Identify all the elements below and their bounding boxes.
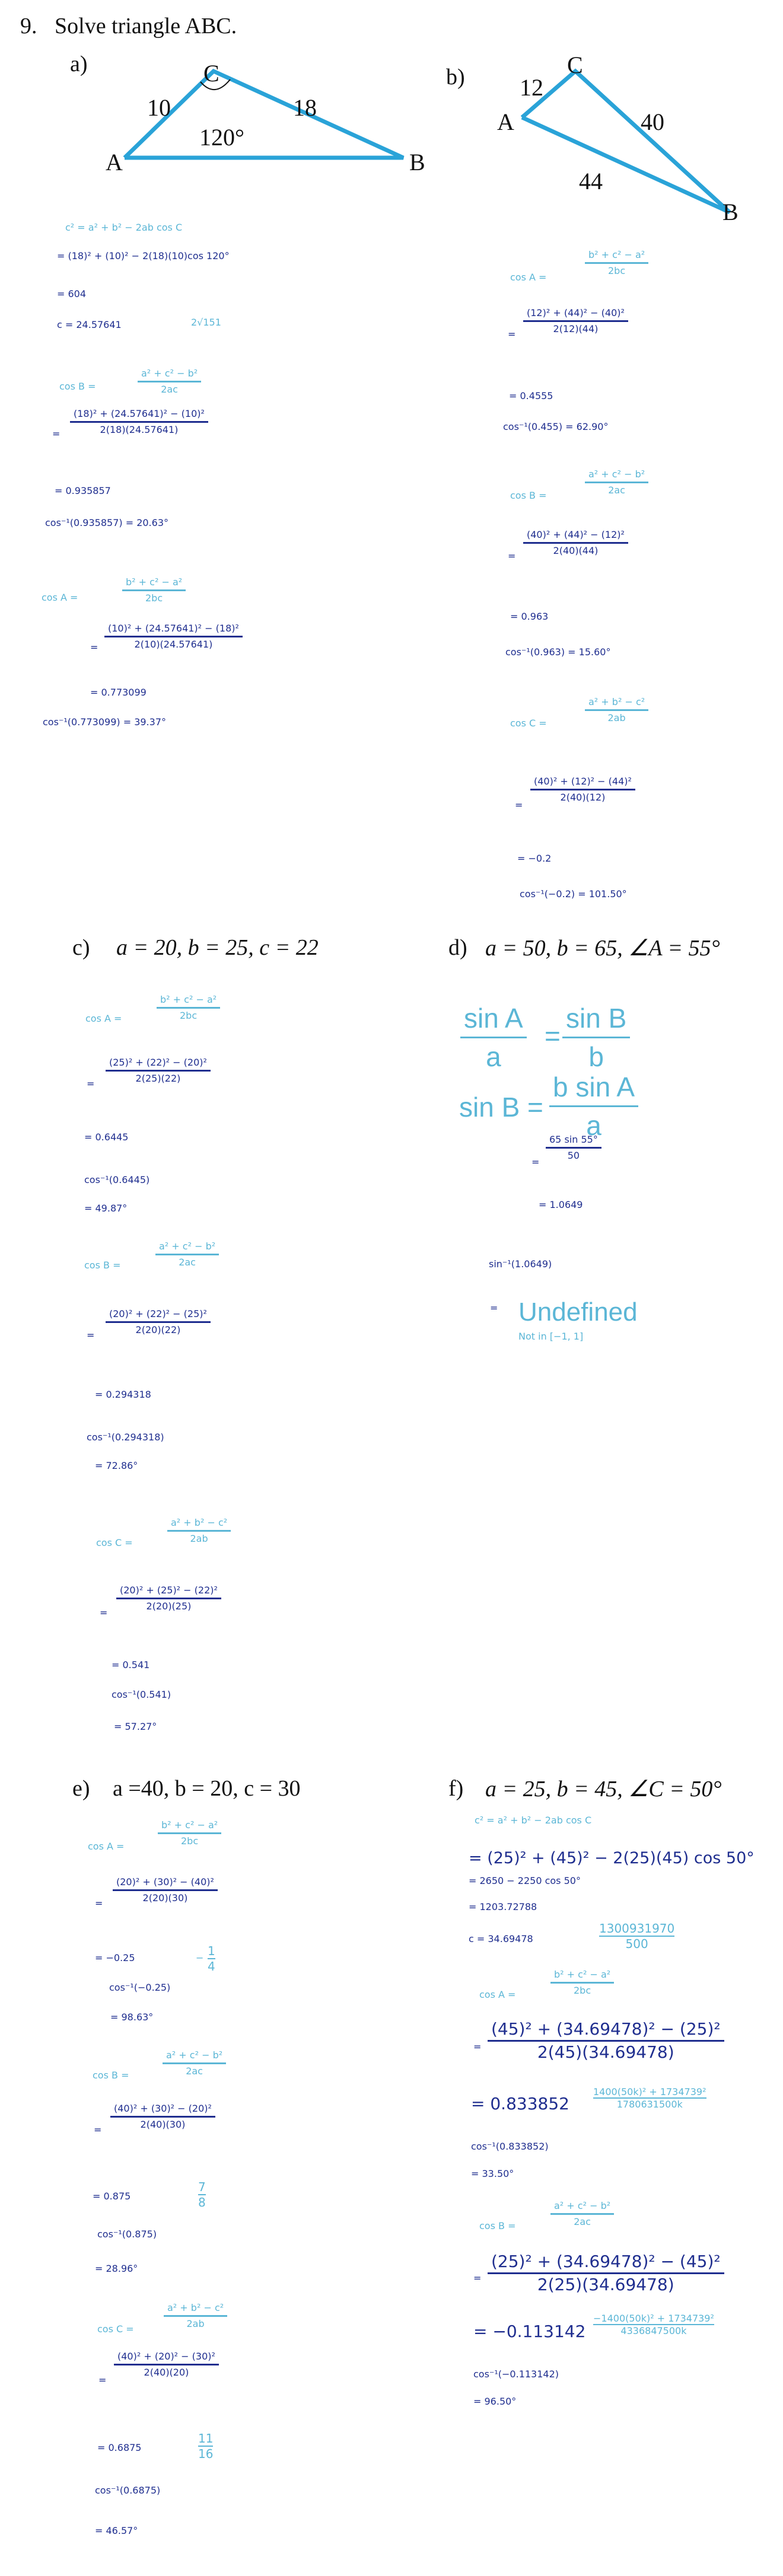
a-cosB-equals: = [52,428,61,439]
e-cosA-equals: = [95,1898,103,1909]
c-angle-A: = 49.87° [84,1203,128,1214]
b-cosC-substitution: (40)² + (12)² − (44)² 2(40)(12) [530,777,635,802]
triangle-a-diagram [95,53,427,178]
part-c-given: a = 20, b = 25, c = 22 [116,935,319,960]
triangle-b-vertex-A: A [497,109,514,135]
e-cosC-substitution: (40)² + (20)² − (30)² 2(40)(20) [114,2352,219,2377]
d-sinB-value: = 1.0649 [539,1199,583,1210]
e-arccos-C: cos⁻¹(0.6875) [95,2485,161,2496]
a-cosA-substitution: (10)² + (24.57641)² − (18)² 2(10)(24.57641) [104,624,243,649]
triangle-b-side-ac: 12 [520,74,543,101]
part-f-label: f) [448,1776,464,1801]
c-cosB-formula: a² + c² − b² 2ac [155,1242,219,1267]
e-cosC-exact: 11 16 [198,2431,214,2461]
e-angle-C: = 46.57° [95,2525,138,2536]
triangle-b-side-cb: 40 [641,109,664,135]
part-b-label: b) [446,65,465,90]
part-e-label: e) [72,1776,90,1801]
f-simplified: = 2650 − 2250 cos 50° [469,1875,581,1886]
triangle-a-side-ac: 10 [147,94,171,121]
e-angle-A: = 98.63° [110,2011,154,2023]
c-cosB-value: = 0.294318 [95,1389,151,1400]
c-arccos-A: cos⁻¹(0.6445) [84,1174,150,1185]
part-f-given: a = 25, b = 45, ∠C = 50° [485,1777,722,1802]
f-c-squared: = 1203.72788 [469,1901,537,1912]
b-cosA-formula: b² + c² − a² 2bc [585,250,648,276]
triangle-a-vertex-A: A [106,149,123,176]
part-d-label: d) [448,935,467,960]
triangle-b-vertex-C: C [567,52,583,78]
c-angle-B: = 72.86° [95,1460,138,1471]
triangle-b-side-ab: 44 [579,168,603,195]
b-cosC-label: cos C = [510,718,547,729]
part-e-given: a =40, b = 20, c = 30 [113,1776,301,1801]
f-cosA-equals: = [473,2041,482,2052]
f-cosA-formula: b² + c² − a² 2bc [550,1970,614,1995]
part-c-label: c) [72,935,90,960]
b-cosA-value: = 0.4555 [509,390,553,401]
f-cosA-value: = 0.833852 [471,2094,569,2113]
triangle-a-angle: 120° [199,124,244,151]
c-cosA-substitution: (25)² + (22)² − (20)² 2(25)(22) [106,1058,211,1083]
d-sinB-over-b: sin B b [562,1002,630,1073]
d-substitution: 65 sin 55° 50 [546,1135,601,1161]
a-cosB-formula: a² + c² − b² 2ac [138,369,201,394]
e-arccos-B: cos⁻¹(0.875) [97,2229,157,2240]
a-result-604: = 604 [57,288,87,299]
e-cosB-label: cos B = [93,2070,129,2081]
f-c-value: c = 34.69478 [469,1933,533,1944]
a-angle-A: cos⁻¹(0.773099) = 39.37° [43,716,166,728]
b-cosA-equals: = [508,329,516,340]
e-cosA-minus: − [196,1952,204,1963]
e-cosA-formula: b² + c² − a² 2bc [158,1821,221,1846]
f-cosA-exact: 1400(50k)² + 1734739² 1780631500k [593,2086,706,2110]
e-cosB-value: = 0.875 [93,2191,131,2202]
b-cosC-equals: = [515,799,523,811]
a-law-of-cosines: c² = a² + b² − 2ab cos C [65,222,183,233]
e-cosC-value: = 0.6875 [97,2442,142,2453]
c-cosC-label: cos C = [96,1537,133,1548]
f-arccos-B: cos⁻¹(−0.113142) [473,2368,559,2380]
b-cosC-formula: a² + b² − c² 2ab [585,697,648,723]
a-c-exact: 2√151 [191,317,221,328]
a-cosA-label: cos A = [42,592,78,603]
c-cosB-equals: = [87,1330,95,1341]
b-angle-B: cos⁻¹(0.963) = 15.60° [505,646,611,658]
f-cosA-label: cos A = [479,1989,516,2000]
c-cosC-equals: = [100,1607,108,1618]
c-cosC-substitution: (20)² + (25)² − (22)² 2(20)(25) [116,1586,221,1611]
b-cosC-value: = −0.2 [517,853,552,864]
e-cosB-formula: a² + c² − b² 2ac [163,2051,226,2076]
b-cosA-substitution: (12)² + (44)² − (40)² 2(12)(44) [523,308,628,334]
f-cosB-exact: −1400(50k)² + 1734739² 4336847500k [593,2313,714,2336]
c-cosC-value: = 0.541 [112,1659,150,1670]
d-equals-undefined: = [490,1302,498,1313]
a-cosB-label: cos B = [59,381,96,392]
d-sinB-label: sin B = [459,1092,543,1123]
part-a-label: a) [70,52,88,76]
f-cosB-equals: = [473,2272,482,2284]
a-cosA-value: = 0.773099 [90,687,147,698]
e-cosB-substitution: (40)² + (30)² − (20)² 2(40)(30) [110,2104,215,2129]
a-angle-B: cos⁻¹(0.935857) = 20.63° [45,517,168,528]
a-cosA-equals: = [90,642,98,653]
part-d-given: a = 50, b = 65, ∠A = 55° [485,936,720,961]
triangle-a-vertex-B: B [409,149,425,176]
d-undefined: Undefined [518,1297,638,1327]
triangle-a-side-cb: 18 [293,94,317,121]
f-angle-A: = 33.50° [471,2168,514,2179]
c-cosB-substitution: (20)² + (22)² − (25)² 2(20)(22) [106,1309,211,1335]
b-angle-A: cos⁻¹(0.455) = 62.90° [503,421,609,432]
f-cosB-substitution: (25)² + (34.69478)² − (45)² 2(25)(34.69478) [488,2253,724,2293]
e-cosA-substitution: (20)² + (30)² − (40)² 2(20)(30) [113,1877,218,1903]
b-cosB-equals: = [508,550,516,562]
c-arccos-B: cos⁻¹(0.294318) [87,1432,164,1443]
c-angle-C: = 57.27° [114,1721,157,1732]
d-sinB-formula: b sin A a [549,1071,638,1142]
c-cosA-formula: b² + c² − a² 2bc [157,995,220,1021]
c-cosB-label: cos B = [84,1260,121,1271]
e-cosA-label: cos A = [88,1841,125,1852]
e-cosB-exact: 7 8 [198,2180,206,2210]
d-equals-sign: = [545,1021,561,1051]
c-cosA-equals: = [87,1078,95,1089]
c-cosA-value: = 0.6445 [84,1131,129,1143]
d-arcsin: sin⁻¹(1.0649) [489,1258,552,1270]
a-substitution: = (18)² + (10)² − 2(18)(10)cos 120° [57,250,230,262]
d-equals-sub: = [531,1156,540,1168]
e-cosA-exact: 1 4 [208,1944,215,1974]
b-cosB-formula: a² + c² − b² 2ac [585,470,648,495]
f-cosB-formula: a² + c² − b² 2ac [550,2201,614,2227]
f-substitution: = (25)² + (45)² − 2(25)(45) cos 50° [469,1849,755,1867]
problem-number: 9. [20,14,37,39]
e-cosC-equals: = [98,2374,107,2386]
a-cosB-value: = 0.935857 [55,485,111,496]
b-cosB-label: cos B = [510,490,547,501]
a-c-value: c = 24.57641 [57,319,122,330]
c-cosC-formula: a² + b² − c² 2ab [167,1518,231,1544]
f-angle-B: = 96.50° [473,2396,517,2407]
triangle-b-vertex-B: B [722,199,739,225]
e-arccos-A: cos⁻¹(−0.25) [109,1982,171,1993]
triangle-a-vertex-C: C [203,60,219,87]
e-cosC-formula: a² + b² − c² 2ab [164,2303,227,2329]
triangle-b-diagram [510,47,747,225]
a-cosB-substitution: (18)² + (24.57641)² − (10)² 2(18)(24.57641) [70,409,208,435]
b-cosB-substitution: (40)² + (44)² − (12)² 2(40)(44) [523,530,628,556]
d-sinA-over-a: sin A a [460,1002,527,1073]
b-cosB-value: = 0.963 [510,611,549,622]
f-law-of-cosines: c² = a² + b² − 2ab cos C [475,1815,592,1826]
f-cosB-value: = −0.113142 [473,2322,586,2341]
a-cosA-formula: b² + c² − a² 2bc [122,578,186,603]
c-cosA-label: cos A = [85,1013,122,1024]
e-cosC-label: cos C = [97,2323,134,2335]
f-c-exact: 1300931970 500 [599,1921,675,1951]
problem-title: Solve triangle ABC. [55,14,237,39]
b-cosA-label: cos A = [510,272,547,283]
e-cosA-value: = −0.25 [95,1952,135,1963]
f-cosB-label: cos B = [479,2220,516,2231]
b-angle-C: cos⁻¹(−0.2) = 101.50° [520,888,627,900]
e-cosB-equals: = [94,2124,102,2135]
f-cosA-substitution: (45)² + (34.69478)² − (25)² 2(45)(34.69478) [488,2021,724,2061]
f-arccos-A: cos⁻¹(0.833852) [471,2141,549,2152]
d-not-in-range: Not in [−1, 1] [518,1331,584,1342]
e-angle-B: = 28.96° [95,2263,138,2274]
c-arccos-C: cos⁻¹(0.541) [112,1689,171,1700]
